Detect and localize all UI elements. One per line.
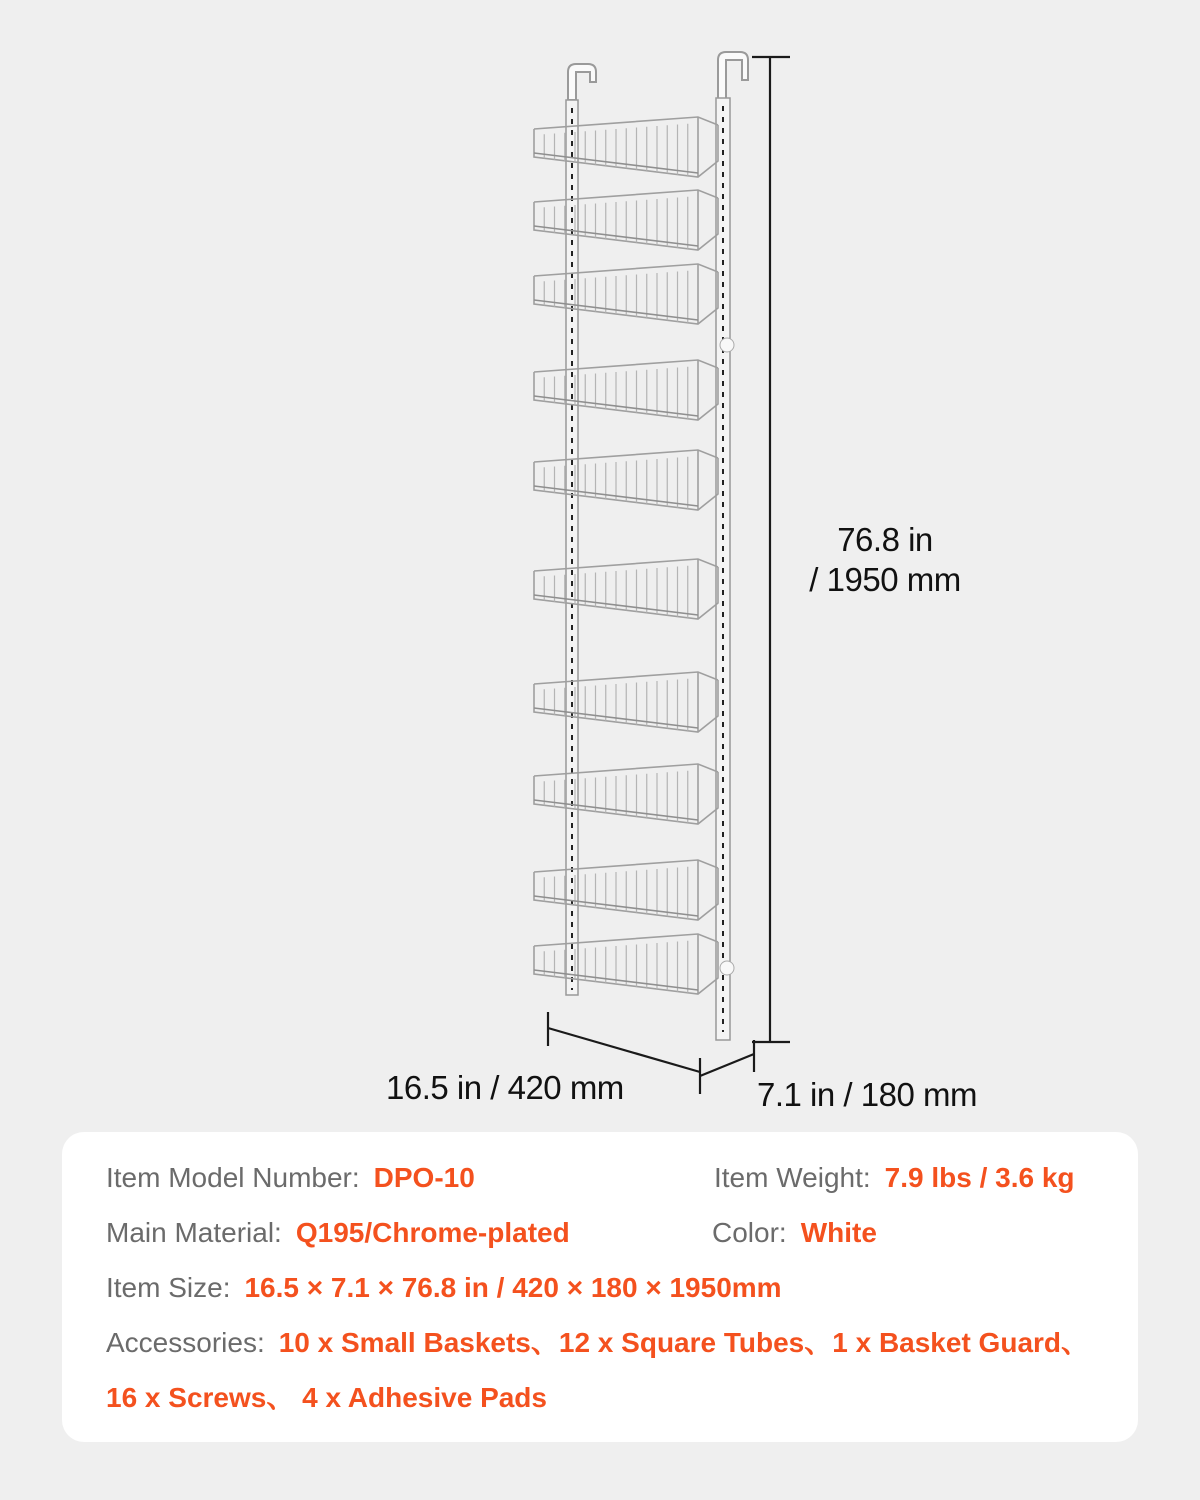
model-number-value: DPO-10	[373, 1162, 475, 1193]
wire-baskets	[534, 117, 718, 994]
wire-basket	[534, 672, 718, 732]
height-dimension-line	[752, 57, 790, 1042]
accessories-label: Accessories:	[106, 1327, 265, 1358]
item-weight-row	[714, 1158, 1075, 1198]
color-value: White	[800, 1217, 877, 1248]
height-in-text: 76.8 in	[837, 521, 933, 558]
height-dimension-label	[790, 520, 980, 600]
main-material-value: Q195/Chrome-plated	[295, 1217, 570, 1248]
item-size-label: Item Size:	[106, 1272, 231, 1303]
door-hooks	[568, 52, 748, 100]
main-material-row	[106, 1213, 570, 1253]
wire-basket	[534, 360, 718, 420]
item-size-value: 16.5 × 7.1 × 76.8 in / 420 × 180 × 1950mm	[244, 1272, 782, 1303]
item-weight-label: Item Weight:	[714, 1162, 871, 1193]
main-material-label: Main Material:	[106, 1217, 282, 1248]
rack-uprights	[566, 98, 734, 1040]
color-row	[712, 1213, 877, 1253]
height-mm-text: / 1950 mm	[809, 561, 961, 598]
color-label: Color:	[712, 1217, 787, 1248]
wire-basket	[534, 450, 718, 510]
item-size-row	[106, 1268, 782, 1308]
wire-basket	[534, 117, 718, 177]
model-number-row	[106, 1158, 475, 1198]
item-weight-value: 7.9 lbs / 3.6 kg	[884, 1162, 1075, 1193]
wire-basket	[534, 860, 718, 920]
accessories-row-continued	[106, 1378, 547, 1418]
wire-basket	[534, 190, 718, 250]
depth-dimension-label: 7.1 in / 180 mm	[757, 1076, 977, 1113]
accessories-row	[106, 1323, 1089, 1363]
wire-basket	[534, 934, 718, 994]
wire-basket	[534, 559, 718, 619]
width-dimension-label: 16.5 in / 420 mm	[386, 1069, 624, 1106]
accessories-value-line2: 16 x Screws、 4 x Adhesive Pads	[106, 1382, 547, 1413]
wire-basket	[534, 764, 718, 824]
accessories-value-line1: 10 x Small Baskets、12 x Square Tubes、1 x Basket Guard、	[278, 1327, 1090, 1358]
depth-dimension-line	[700, 1040, 754, 1076]
specification-panel	[62, 1132, 1138, 1442]
model-number-label: Item Model Number:	[106, 1162, 360, 1193]
wire-basket	[534, 264, 718, 324]
